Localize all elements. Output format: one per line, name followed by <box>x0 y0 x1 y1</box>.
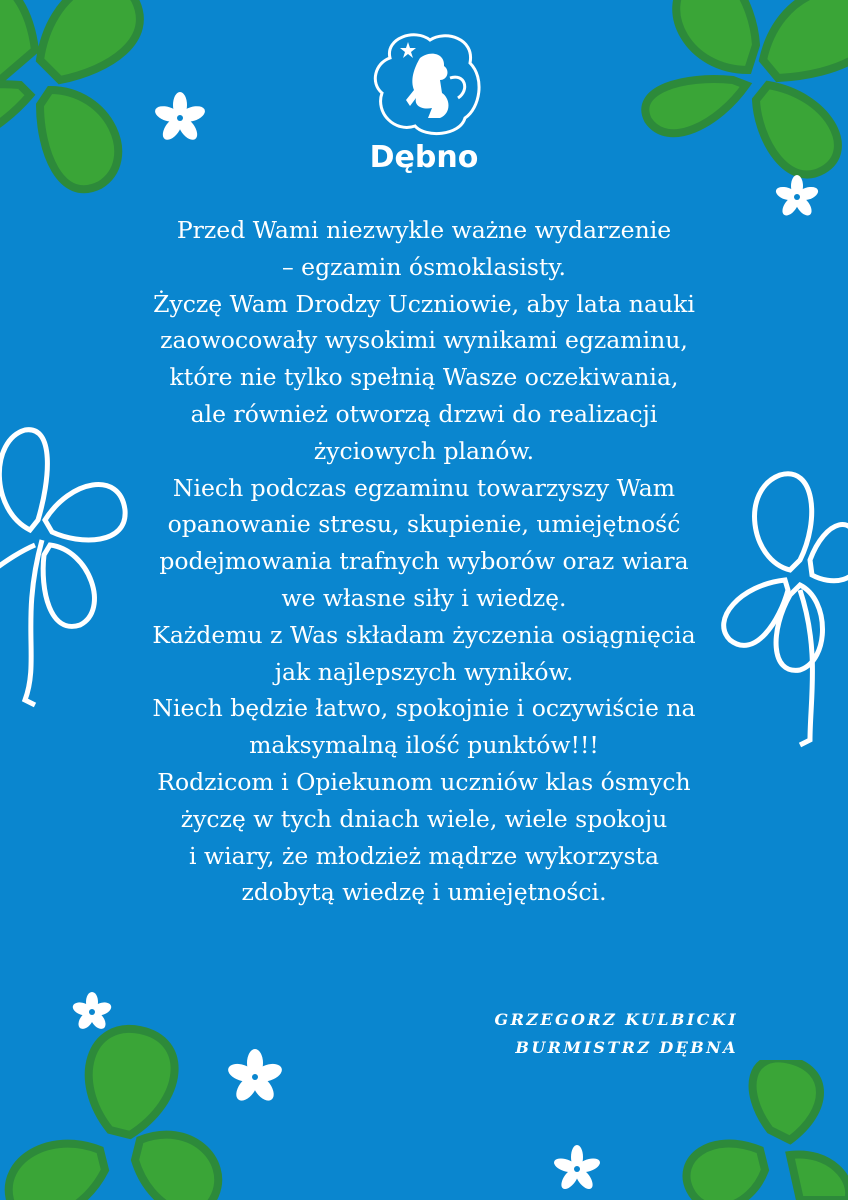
flower-icon <box>152 90 208 146</box>
message-line: Niech podczas egzaminu towarzyszy Wam <box>172 473 676 502</box>
message-line: Niech będzie łatwo, spokojnie i oczywiście na <box>152 694 696 723</box>
logo <box>340 28 510 178</box>
flower-icon <box>552 1144 602 1194</box>
clover-top-right-icon <box>628 0 848 180</box>
message-body <box>70 212 778 911</box>
message-line: Każdemu z Was składam życzenia osiągnięcia <box>152 620 696 649</box>
flower-icon <box>774 174 820 220</box>
message-line: zdobytą wiedzę i umiejętności. <box>241 878 607 907</box>
message-line: podejmowania trafnych wyborów oraz wiara <box>159 547 689 576</box>
message-line: Rodzicom i Opiekunom uczniów klas ósmych <box>157 767 691 796</box>
clover-top-left-icon <box>0 0 170 230</box>
signature-name: GRZEGORZ KULBICKI <box>494 1010 738 1029</box>
clover-bottom-right-icon <box>680 1060 848 1200</box>
message-line: opanowanie stresu, skupienie, umiejętność <box>167 510 681 539</box>
message-line: życzę w tych dniach wiele, wiele spokoju <box>180 804 668 833</box>
signature <box>495 1006 738 1062</box>
message-line: maksymalną ilość punktów!!! <box>249 731 599 760</box>
flower-icon <box>70 990 114 1034</box>
message-line: Przed Wami niezwykle ważne wydarzenie <box>176 216 672 244</box>
message-line: – egzamin ósmoklasisty. <box>281 252 567 281</box>
message-line: ale również otworzą drzwi do realizacji <box>190 399 658 428</box>
clover-bottom-left-icon <box>0 1020 250 1200</box>
flower-icon <box>224 1046 286 1108</box>
logo-text: Dębno <box>369 140 479 175</box>
lion-crest-icon <box>370 28 486 138</box>
message-line: życiowych planów. <box>313 436 535 465</box>
message-line: we własne siły i wiedzę. <box>281 583 567 612</box>
message-line: Życzę Wam Drodzy Uczniowie, aby lata nauki <box>153 289 695 318</box>
message-line: jak najlepszych wyników. <box>274 657 574 686</box>
message-line: zaowocowały wysokimi wynikami egzaminu, <box>160 326 688 355</box>
signature-title: BURMISTRZ DĘBNA <box>515 1038 738 1057</box>
message-line: i wiary, że młodzież mądrze wykorzysta <box>189 841 659 870</box>
message-line: które nie tylko spełnią Wasze oczekiwania, <box>169 363 679 392</box>
